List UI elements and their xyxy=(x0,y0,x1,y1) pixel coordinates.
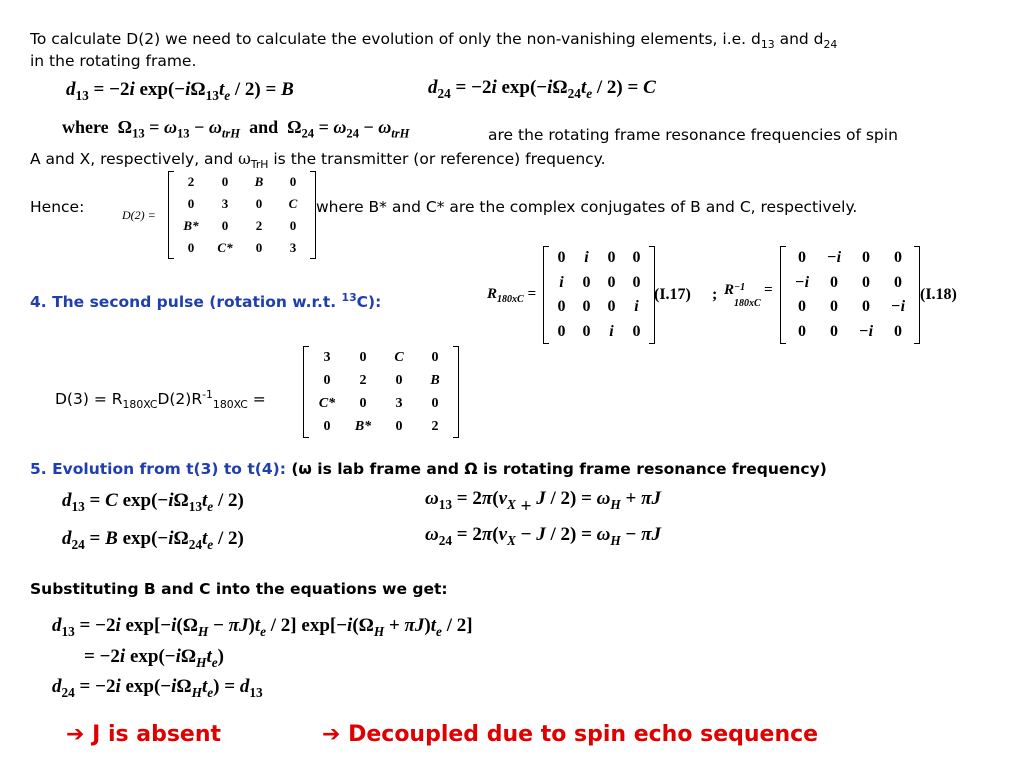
d2-label: D(2) = xyxy=(122,208,156,222)
d2-matrix: 2 0 B 0 0 3 0 C B* 0 2 0 0 C* 0 3 xyxy=(168,171,316,259)
matrix-separator: ; xyxy=(712,286,718,303)
r180-label: $R_{180xC}$ = xyxy=(487,286,536,305)
equation-d24-b: $d_{24} = B$ $\exp(-i\Omega_{24}t_e / 2)$ xyxy=(62,528,244,552)
equation-final-simplified: = −2i $\exp(-i\Omega_Ht_e)$ xyxy=(84,646,224,670)
equation-d24-c: $d_{24} = -2i$ $\exp(-i\Omega_{24}t_e / 2) = C$ xyxy=(428,77,656,101)
conclusion-decoupled: ➔ Decoupled due to spin echo sequence xyxy=(322,722,819,747)
conclusion-j-absent: ➔ J is absent xyxy=(66,722,222,747)
r180-inverse-eq-number: (I.18) xyxy=(920,286,957,303)
substituting-note: Substituting B and C into the equations we get: xyxy=(30,580,448,598)
equation-d13-c: $d_{13} = C$ $\exp(-i\Omega_{13}t_e / 2)$ xyxy=(62,490,244,514)
equation-final-d13: $d_{13} = -2i$ $\exp[-i(\Omega_H - \pi J)t_e / 2] \exp[-i(\Omega_H + \pi J)t_e / 2]$ xyxy=(52,615,473,639)
r180-inverse-label: R −1 180xC = xyxy=(724,282,773,309)
r180-matrix: 0 i 0 0 i 0 0 0 0 0 0 i 0 0 i 0 xyxy=(543,246,655,344)
d3-matrix: 3 0 C 0 0 2 0 B C* 0 3 0 0 B* 0 2 xyxy=(303,346,459,438)
r180-eq-number: (I.17) xyxy=(654,286,691,303)
rf-text-a: are the rotating frame resonance frequencies of spin xyxy=(488,126,898,144)
intro-line-2: in the rotating frame. xyxy=(30,52,197,70)
conjugate-note: where B* and C* are the complex conjugates of B and C, respectively. xyxy=(316,198,858,216)
intro-line-1: To calculate D(2) we need to calculate the evolution of only the non-vanishing elements, i.e. $d_{13}$ and $d_{24}$ xyxy=(30,30,838,52)
equation-omega13: $\omega_{13} = 2\pi(\nu_X + J / 2) = \omega_H + \pi J$ xyxy=(425,488,661,517)
section-4-heading: 4. The second pulse (rotation w.r.t. $^{13}$C): xyxy=(30,290,382,311)
r180-inverse-matrix: 0 −i 0 0 −i 0 0 0 0 0 0 −i 0 0 −i 0 xyxy=(780,246,920,344)
equation-omega24: $\omega_{24} = 2\pi(\nu_X - J / 2) = \omega_H - \pi J$ xyxy=(425,524,661,548)
equation-d13-b: $d_{13} = -2i$ $\exp(-i\Omega_{13}t_e / 2) = B$ xyxy=(66,79,294,103)
equation-final-d24: $d_{24} = -2i$ $\exp(-i\Omega_Ht_e) = d_{13}$ xyxy=(52,676,263,700)
d3-expression: $D(3) = R_{180XC}D(2)R^{-1}_{180XC}$ = xyxy=(55,387,266,412)
equation-where-omega: where $\Omega_{13} = \omega_{13} - \omega_{trH}$ and $\Omega_{24} = \omega_{24} - \omega_{trH}$ xyxy=(62,117,410,141)
section-5-heading: 5. Evolution from t(3) to t(4): (ω is lab frame and Ω is rotating frame resonance frequency) xyxy=(30,460,827,478)
rf-text-b: A and X, respectively, and $\omega_{TrH}$ is the transmitter (or reference) frequency. xyxy=(30,150,606,172)
hence-label: Hence: xyxy=(30,198,85,216)
